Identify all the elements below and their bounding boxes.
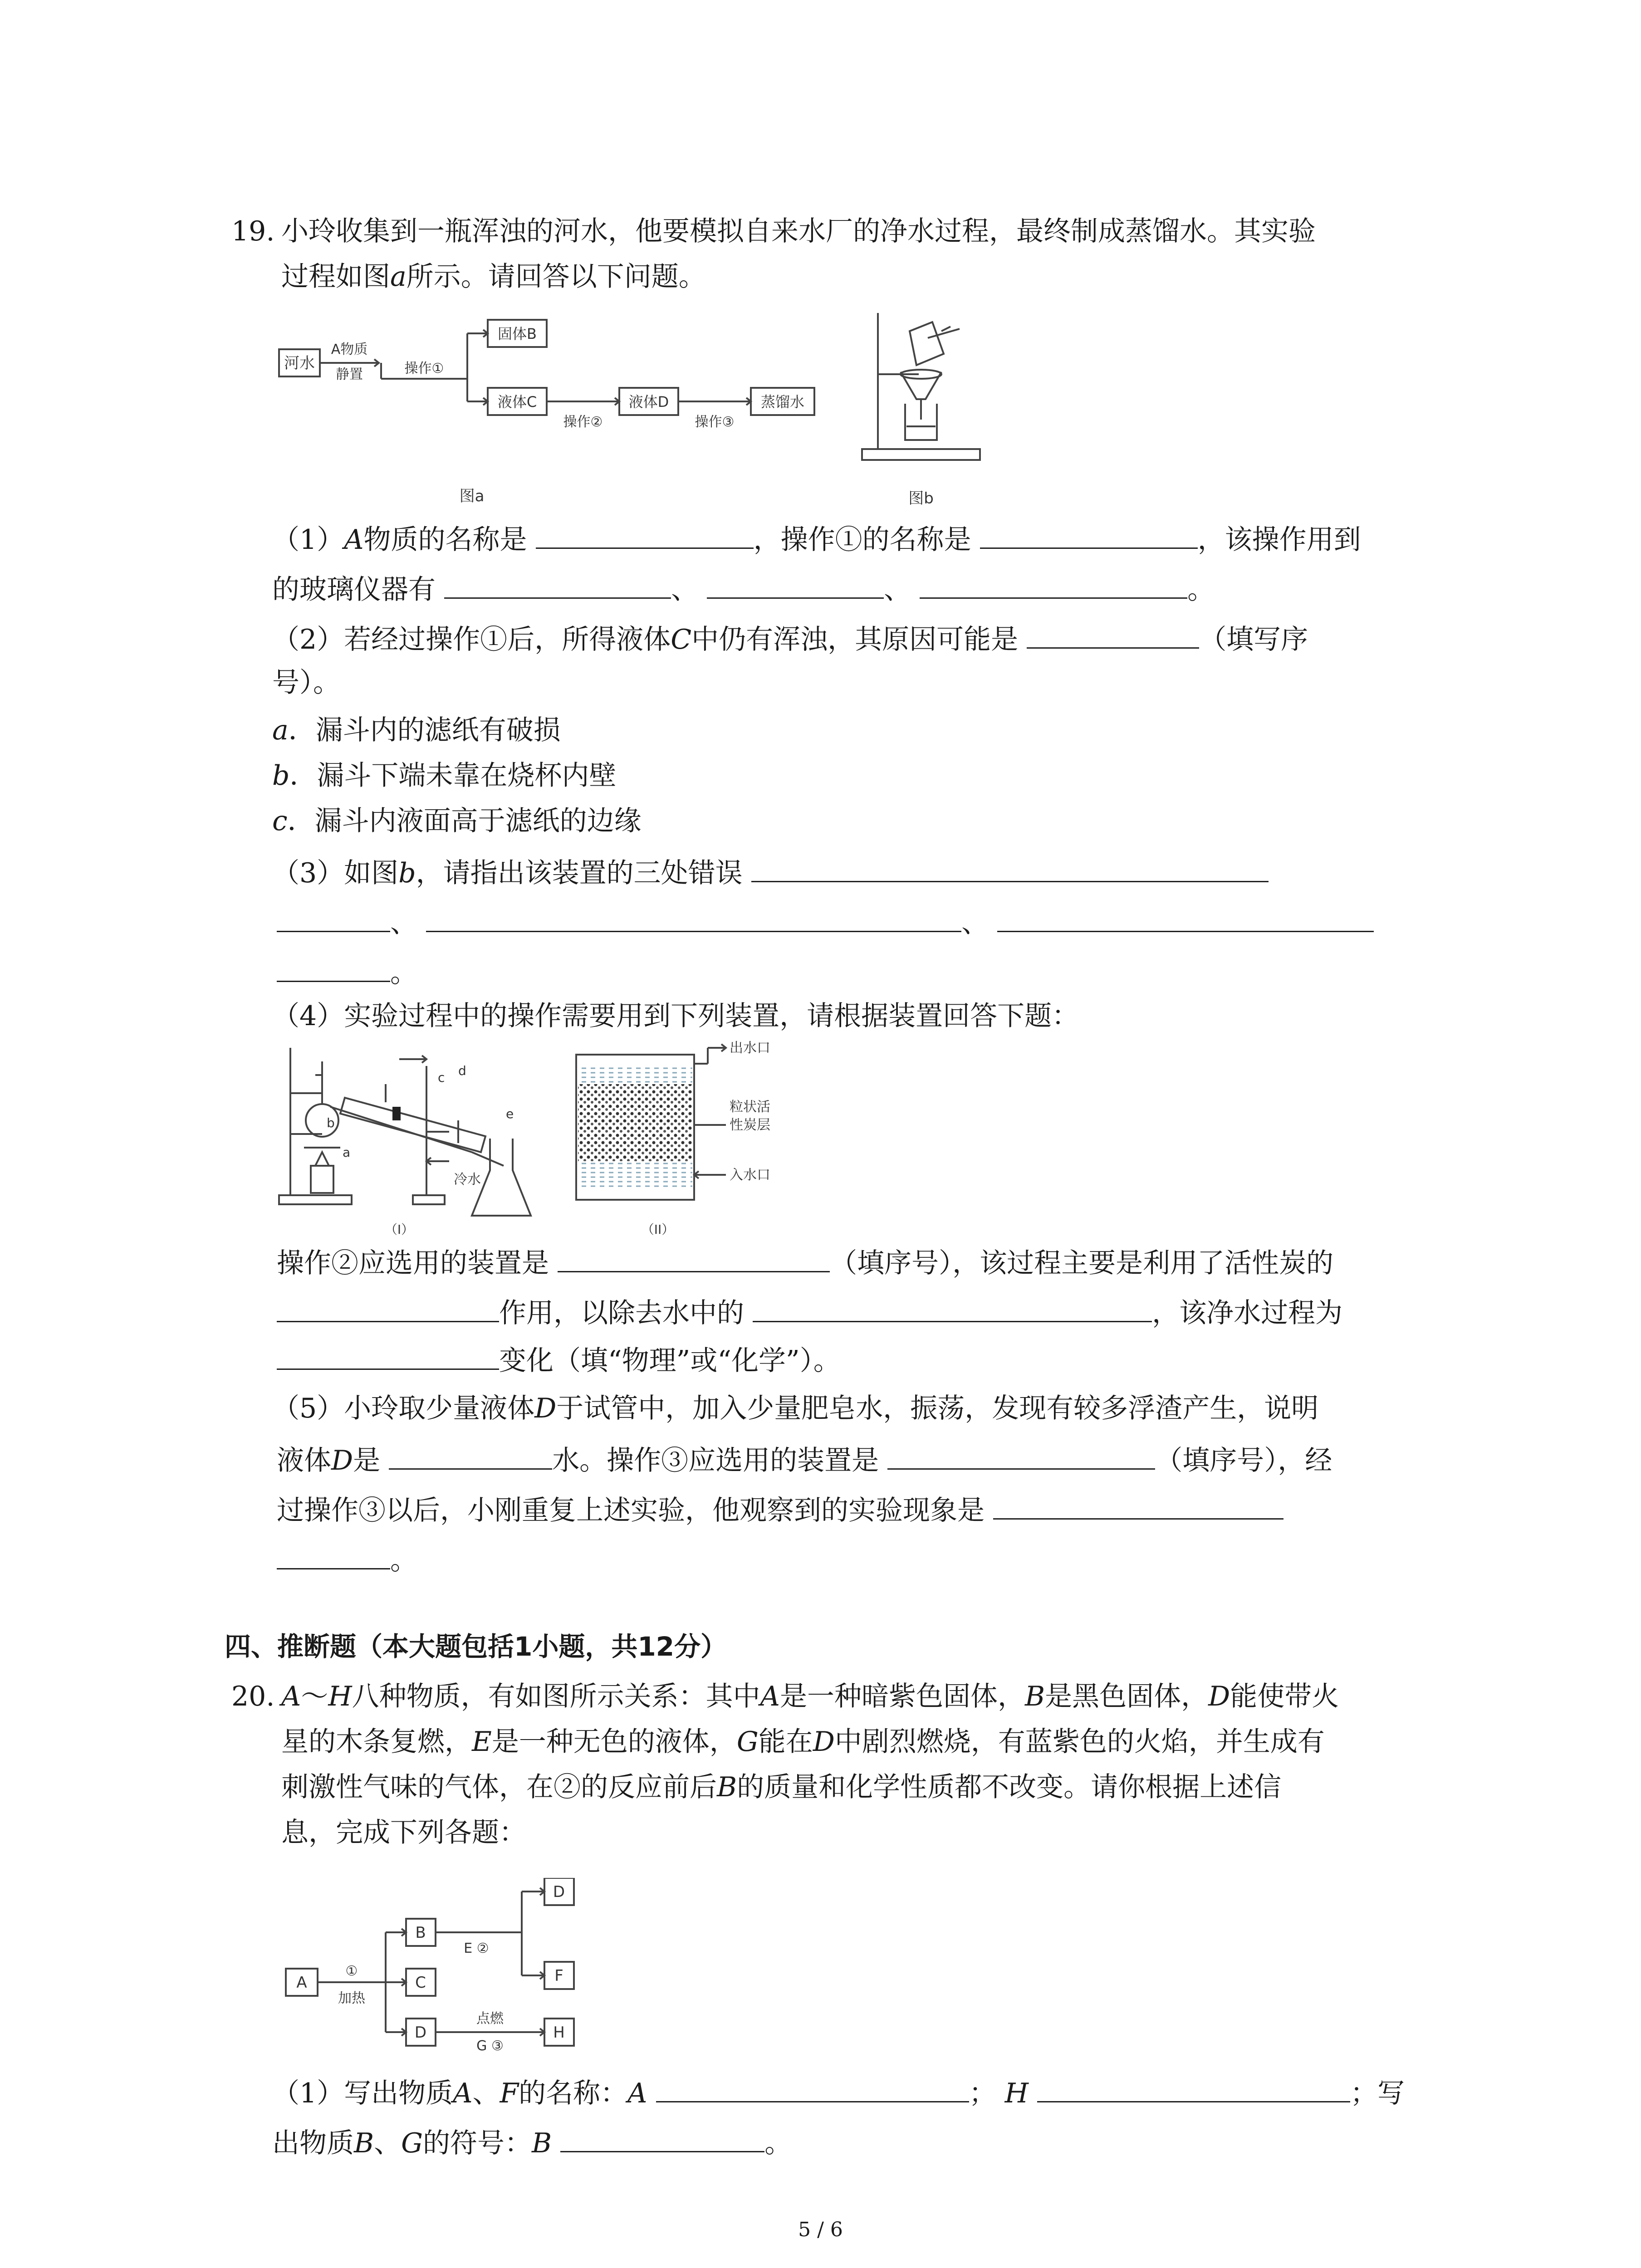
q19-part5-line1: （5）小玲取少量液体D于试管中，加入少量肥皂水，振荡，发现有较多浮渣产生，说明 [272,1393,1319,1424]
diagram-node-f: F [554,1967,563,1985]
q19-part4-line1: 操作②应选用的装置是 （填序号），该过程主要是利用了活性炭的 [277,1243,1333,1281]
q19-water-type-blank[interactable] [389,1440,552,1470]
diagram-heat: 加热 [338,1990,365,2006]
q20-part1-line2: 出物质B、G的符号：B 。 [272,2123,792,2161]
fig-a-river: 河水 [284,354,315,372]
q19-part4-line2: 作用，以除去水中的 ，该净水过程为 [277,1293,1342,1331]
device-1-cold-water: 冷水 [454,1172,481,1188]
q19-part5-line4: 。 [277,1540,417,1579]
q19-part4-intro: （4）实验过程中的操作需要用到下列装置，请根据装置回答下题： [272,1000,1079,1032]
q19-part2-line2: 号）。 [272,667,340,699]
fig-a-distilled: 蒸馏水 [760,393,805,411]
fig-a-a-substance: A物质 [331,342,368,357]
question-number-20: 20. [231,1681,275,1712]
q19-option-b: b．漏斗下端未靠在烧杯内壁 [272,760,617,792]
q19-glassware-blank-3[interactable] [920,569,1187,599]
fig-a-op1: 操作① [404,361,444,376]
q19-glassware-blank-1[interactable] [444,569,671,599]
section-4-title: 四、推断题（本大题包括1小题，共12分） [225,1631,727,1662]
diagram-node-a: A [296,1974,307,1992]
q20-a-name-blank[interactable] [656,2073,969,2102]
q19-glassware-blank-2[interactable] [707,569,884,599]
figure-a-flowchart [277,308,821,526]
q19-a-substance-blank[interactable] [536,519,754,549]
fig-a-op2: 操作② [563,414,603,430]
q19-error-blank-3[interactable] [997,903,1374,932]
q20-part1-line1: （1）写出物质A、F的名称：A ； H ；写 [272,2073,1405,2112]
q20-stem-line4: 息，完成下列各题： [281,1817,526,1848]
q20-reaction-diagram [281,1878,608,2055]
device-1-caption: （I） [384,1222,414,1237]
device-1-label-b: b [327,1115,335,1130]
q19-part1-line2: 的玻璃仪器有 、 、 。 [272,569,1215,608]
question-number-19: 19. [231,215,275,247]
device-1-distillation [277,1039,567,1238]
fig-a-caption: 图a [459,487,485,505]
q19-part5-line3: 过操作③以后，小刚重复上述实验，他观察到的实验现象是 [277,1490,1283,1529]
diagram-reaction-1: ① [345,1963,358,1979]
q19-stem-line2: 过程如图a所示。请回答以下问题。 [281,261,706,293]
q19-carbon-effect-blank[interactable] [277,1293,499,1322]
q20-h-name-blank[interactable] [1037,2073,1350,2102]
q19-stem-line1: 小玲收集到一瓶浑浊的河水，他要模拟自来水厂的净水过程，最终制成蒸馏水。其实验 [281,215,1316,247]
device-2-caption: （II） [641,1222,675,1237]
q19-op2-device-blank[interactable] [558,1243,830,1272]
fig-a-liquid-c: 液体C [497,393,537,411]
q19-error-blank-1-cont[interactable] [277,903,390,932]
device-1-label-d: d [458,1063,466,1078]
device-2-carbon-filter [572,1039,808,1238]
q19-removed-substance-blank[interactable] [753,1293,1152,1322]
page-number: 5 / 6 [798,2218,843,2241]
q19-op3-device-blank[interactable] [887,1440,1155,1470]
diagram-e2: E ② [464,1941,489,1956]
q20-stem-line3: 刺激性气味的气体，在②的反应前后B的质量和化学性质都不改变。请你根据上述信 [281,1771,1282,1803]
device-2-carbon-2: 性炭层 [730,1117,770,1133]
diagram-ignite: 点燃 [476,2011,504,2027]
diagram-node-c: C [415,1974,426,1992]
q19-phenomenon-blank-cont[interactable] [277,1540,390,1569]
fig-b-caption: 图b [908,489,934,508]
device-1-label-e: e [506,1106,514,1121]
q19-part3-line2: 、 、 [277,903,1374,941]
fig-a-liquid-d: 液体D [628,393,669,411]
q19-option-a: a．漏斗内的滤纸有破损 [272,714,561,746]
q19-part5-line2: 液体D是 水。操作③应选用的装置是 （填序号），经 [277,1440,1332,1479]
q20-stem-line1: A～H八种物质，有如图所示关系：其中A是一种暗紫色固体，B是黑色固体，D能使带火 [281,1681,1339,1712]
q19-part3-line3: 。 [277,953,417,991]
diagram-node-b: B [415,1924,426,1942]
q19-change-type-blank[interactable] [277,1340,499,1370]
q19-error-blank-3-cont[interactable] [277,953,390,982]
q19-part1-line1: （1）A物质的名称是 ，操作①的名称是 ，该操作用到 [272,519,1361,558]
fig-a-solid-b: 固体B [498,325,537,342]
diagram-g3: G ③ [476,2038,504,2054]
diagram-node-d-right: D [553,1883,565,1901]
device-2-inlet: 入水口 [730,1167,770,1183]
q20-b-symbol-blank[interactable] [560,2123,764,2152]
q19-option-c: c．漏斗内液面高于滤纸的边缘 [272,805,642,837]
q19-part3-line1: （3）如图b，请指出该装置的三处错误 [272,853,1269,891]
device-1-label-c: c [438,1070,445,1085]
diagram-node-h: H [553,2024,565,2042]
figure-b-filtration [853,304,1007,526]
q19-error-blank-2[interactable] [426,903,961,932]
q19-op1-name-blank[interactable] [980,519,1198,549]
fig-a-op3: 操作③ [695,414,735,430]
q19-part2-line1: （2）若经过操作①后，所得液体C中仍有浑浊，其原因可能是 （填写序 [272,619,1308,658]
fig-a-settle: 静置 [336,367,363,382]
q20-stem-line2: 星的木条复燃，E是一种无色的液体，G能在D中剧烈燃烧，有蓝紫色的火焰，并生成有 [281,1726,1325,1758]
diagram-node-d-left: D [414,2024,427,2042]
device-2-carbon-1: 粒状活 [730,1099,770,1115]
q19-error-blank-1[interactable] [751,853,1269,882]
q19-phenomenon-blank[interactable] [993,1490,1283,1520]
q19-part4-line3: 变化（填“物理”或“化学”）。 [277,1340,841,1379]
device-1-label-a: a [343,1145,351,1160]
q19-turbid-reason-blank[interactable] [1027,619,1199,649]
device-2-outlet: 出水口 [730,1040,770,1056]
